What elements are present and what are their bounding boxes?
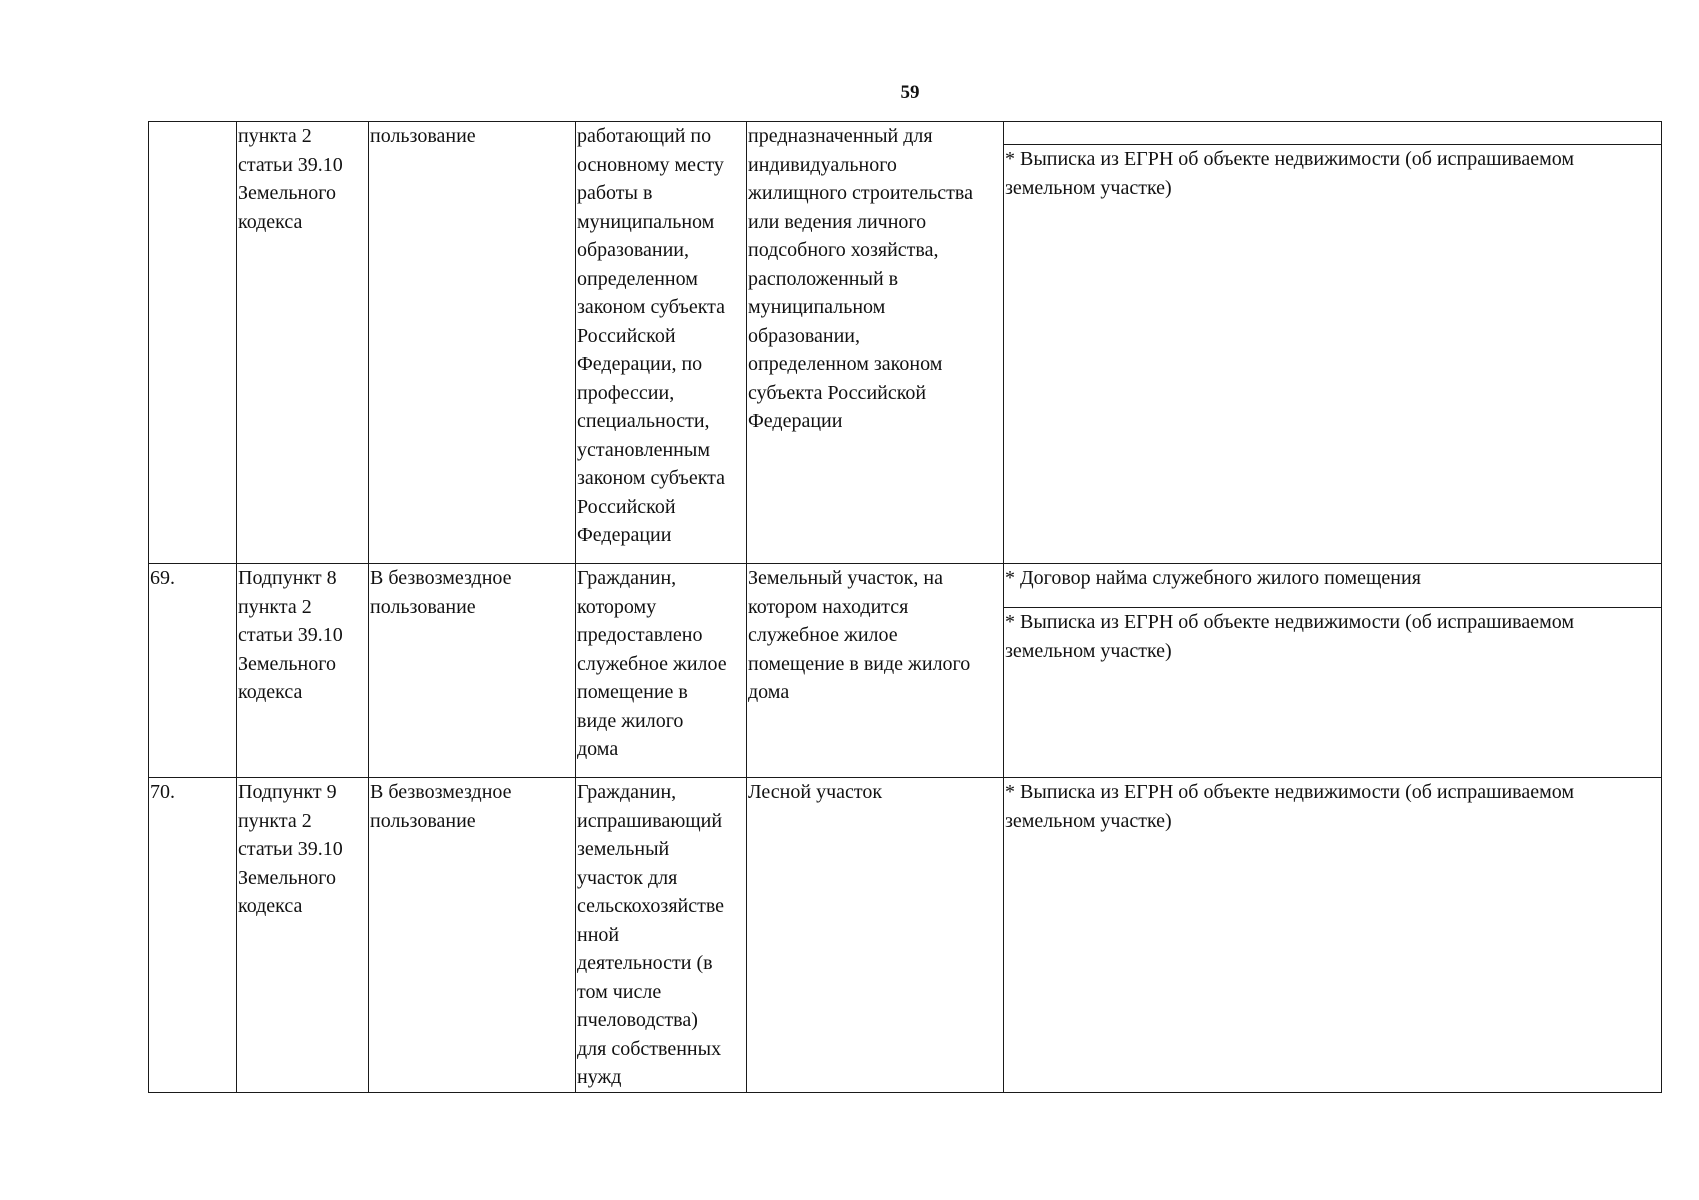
applicant: Гражданин, которому предоставлено служебное жилое помещение в виде жилого дома bbox=[577, 567, 727, 760]
right-type-cell bbox=[369, 564, 576, 778]
applicant-cell bbox=[576, 564, 747, 778]
land-plot: Земельный участок, на котором находится служебное жилое помещение в виде жилого дома bbox=[748, 567, 971, 703]
row-number: 69. bbox=[150, 567, 175, 589]
land-plot: Лесной участок bbox=[748, 781, 883, 803]
right-type-cell bbox=[369, 122, 576, 564]
table-row bbox=[149, 122, 1662, 564]
document-item: * Договор найма служебного жилого помещения bbox=[1005, 567, 1421, 589]
applicant: Гражданин, испрашивающий земельный участок для сельскохозяйстве нной деятельности (в том числе пчеловодства) для собственных нужд bbox=[577, 781, 725, 1088]
legal-basis-cell bbox=[237, 564, 369, 778]
table-row bbox=[149, 778, 1662, 1093]
row-number-cell bbox=[149, 564, 237, 778]
requirements-table bbox=[148, 121, 1662, 1093]
applicant-cell bbox=[576, 778, 747, 1093]
document-item: * Выписка из ЕГРН об объекте недвижимости (об испрашиваемом земельном участке) bbox=[1005, 781, 1575, 832]
documents-cell bbox=[1004, 122, 1662, 564]
right-type: пользование bbox=[370, 125, 476, 147]
legal-basis-cell bbox=[237, 778, 369, 1093]
document-item bbox=[1004, 122, 1661, 144]
page-number: 59 bbox=[900, 82, 920, 103]
land-plot-cell bbox=[747, 122, 1004, 564]
table-row bbox=[149, 564, 1662, 778]
documents-cell bbox=[1004, 778, 1662, 1093]
legal-basis: Подпункт 9 пункта 2 статьи 39.10 Земельного кодекса bbox=[238, 781, 343, 917]
documents-cell bbox=[1004, 564, 1662, 778]
right-type: В безвозмездное пользование bbox=[370, 567, 512, 618]
row-number-cell bbox=[149, 122, 237, 564]
land-plot-cell bbox=[747, 564, 1004, 778]
row-number: 70. bbox=[150, 781, 175, 803]
applicant: работающий по основному месту работы в муниципальном образовании, определенном законом субъекта Российской Федерации, по профессии, специальности, установленным законом субъекта Российской Федерации bbox=[577, 125, 726, 546]
legal-basis: Подпункт 8 пункта 2 статьи 39.10 Земельного кодекса bbox=[238, 567, 343, 703]
document-item: * Выписка из ЕГРН об объекте недвижимости (об испрашиваемом земельном участке) bbox=[1004, 144, 1661, 202]
right-type: В безвозмездное пользование bbox=[370, 781, 512, 832]
right-type-cell bbox=[369, 778, 576, 1093]
applicant-cell bbox=[576, 122, 747, 564]
document-item: * Выписка из ЕГРН об объекте недвижимости (об испрашиваемом земельном участке) bbox=[1004, 607, 1661, 665]
land-plot-cell bbox=[747, 778, 1004, 1093]
legal-basis-cell bbox=[237, 122, 369, 564]
row-number-cell bbox=[149, 778, 237, 1093]
land-plot: предназначенный для индивидуального жилищного строительства или ведения личного подсобного хозяйства, расположенный в муниципальном образовании, определенном законом субъекта Российской Федерации bbox=[748, 125, 973, 432]
legal-basis: пункта 2 статьи 39.10 Земельного кодекса bbox=[238, 125, 343, 233]
